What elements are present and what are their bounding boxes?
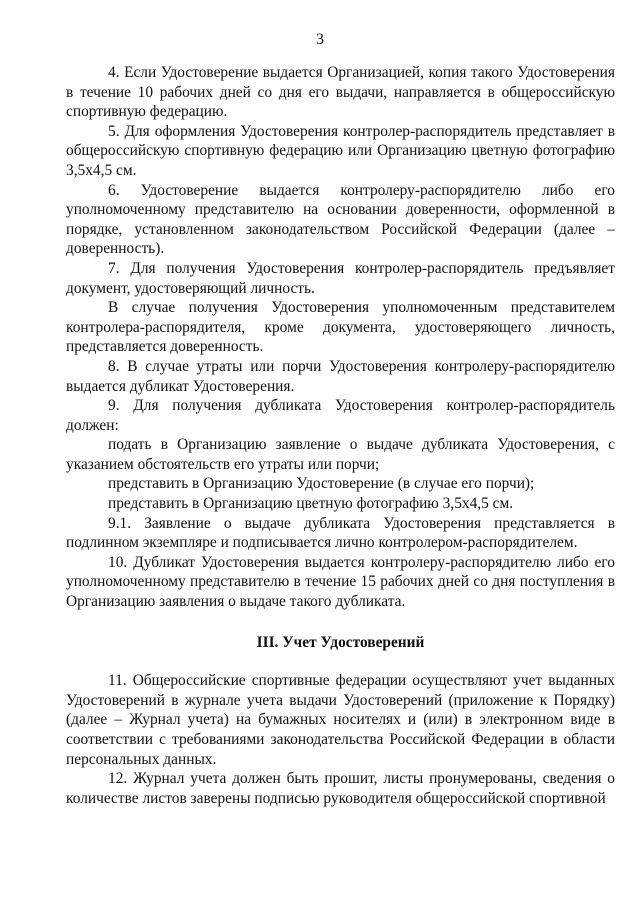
paragraph-12: 12. Журнал учета должен быть прошит, листы пронумерованы, сведения о количестве листов заверены подписью руководителя общероссийской спортивной [66, 770, 615, 807]
spacer [66, 652, 615, 671]
spacer [66, 612, 615, 633]
paragraph-7: 7. Для получения Удостоверения контролер-распорядитель предъявляет документ, удостоверяющий личность. [66, 259, 615, 297]
paragraph-4: 4. Если Удостоверение выдается Организацией, копия такого Удостоверения в течение 10 рабочих дней со дня его выдачи, направляется в общероссийскую спортивную федерацию. [66, 64, 615, 121]
paragraph-8: 8. В случае утраты или порчи Удостоверения контролеру-распорядителю выдается дубликат Удостоверения. [66, 357, 615, 395]
page-number: 3 [316, 31, 324, 48]
paragraph-7-representative-line: представляется доверенность. [66, 338, 264, 356]
paragraph-9-1-line: 9.1. Заявление о выдаче дубликата Удостоверения представляется в [108, 514, 615, 532]
paragraph-6-line: порядке, установленном законодательством Российской Федерации (далее – [66, 220, 615, 238]
paragraph-7-representative-line: В случае получения Удостоверения уполномоченным представителем [108, 299, 615, 317]
paragraph-5: 5. Для оформления Удостоверения контролер-распорядитель представляет в общероссийскую спортивную федерацию или Организацию цветную фотографию 3,5x4,5 см. [66, 122, 615, 179]
paragraph-6-line: доверенность). [66, 240, 165, 258]
paragraph-6-line: уполномоченному представителю на основании доверенности, оформленной в [66, 201, 615, 219]
paragraph-9: 9. Для получения дубликата Удостоверения контролер-распорядитель должен: [66, 397, 615, 434]
document-body [66, 63, 615, 808]
paragraph-6 [66, 181, 615, 259]
paragraph-6-line: 6. Удостоверение выдается контролеру-распорядителю либо его [108, 181, 615, 199]
paragraph-9-item-1: подать в Организацию заявление о выдаче дубликата Удостоверения, с указанием обстоятельств его утраты или порчи; [66, 436, 615, 473]
paragraph-9-1 [66, 514, 615, 553]
paragraph-9-1-line: подлинном экземпляре и подписывается лично контролером-распорядителем. [66, 534, 578, 552]
section-heading: III. Учет Удостоверений [256, 633, 425, 651]
paragraph-7-representative [66, 298, 615, 357]
paragraph-7-representative-line: контролера-распорядителя, кроме документа, удостоверяющего личность, [66, 318, 615, 336]
paragraph-9-item-2: представить в Организацию Удостоверение (в случае его порчи); [108, 475, 535, 493]
paragraph-9-item-3: представить в Организацию цветную фотографию 3,5x4,5 см. [108, 495, 514, 513]
paragraph-10: 10. Дубликат Удостоверения выдается контролеру-распорядителю либо его уполномоченному представителю в течение 15 рабочих дней со дня поступления в Организацию заявления о выдаче такого дубликата. [66, 553, 615, 611]
paragraph-11: 11. Общероссийские спортивные федерации осуществляют учет выданных Удостоверений в журнале учета выдачи Удостоверений (приложение к Порядку) (далее – Журнал учета) на бумажных носителях и (или) в электронном виде в соответствии с требованиями законодательства Российской Федерации в области персональных данных. [66, 672, 615, 768]
